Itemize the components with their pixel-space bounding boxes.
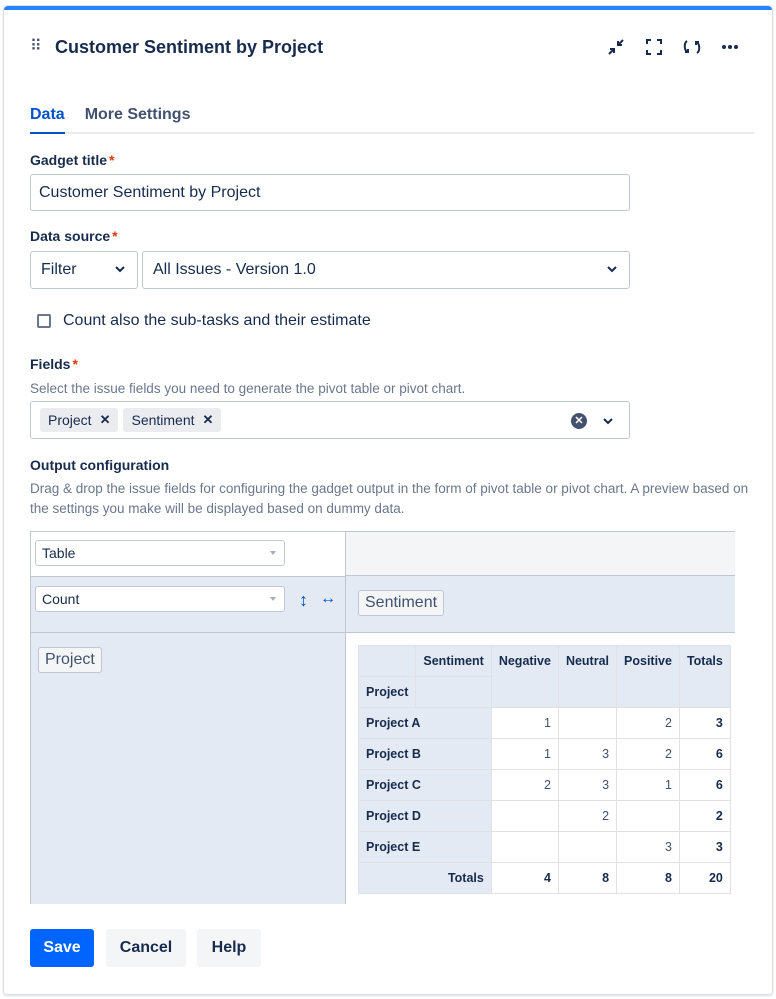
table-row (359, 832, 731, 863)
column-total-cell: 4 (491, 863, 558, 894)
col-header-label: Sentiment (416, 646, 491, 677)
data-source-type-value: Filter (41, 261, 77, 278)
table-row (359, 646, 731, 677)
dropdown-triangle-icon (270, 551, 276, 555)
save-button[interactable]: Save (30, 929, 94, 967)
row-field-pill[interactable]: Project (38, 647, 102, 673)
table-cell: 2 (617, 708, 680, 739)
dropdown-triangle-icon (270, 597, 276, 601)
row-label: Project D (359, 801, 492, 832)
header-actions (604, 35, 742, 59)
totals-label: Totals (359, 863, 492, 894)
row-drop-zone[interactable] (31, 633, 345, 904)
help-button[interactable]: Help (197, 929, 261, 967)
fullscreen-icon[interactable] (642, 35, 666, 59)
gadget-title-label-text: Gadget title (30, 152, 108, 168)
table-row (359, 739, 731, 770)
fields-multiselect[interactable] (30, 401, 630, 439)
row-total-cell: 2 (679, 801, 730, 832)
remove-tag-icon[interactable]: ✕ (99, 412, 111, 427)
data-source-type-select[interactable] (30, 251, 138, 289)
aggregation-value: Count (42, 591, 80, 607)
card-accent-bar (4, 6, 772, 10)
field-tag-project (40, 408, 118, 432)
output-config-label: Output configuration (30, 457, 170, 473)
table-row (359, 770, 731, 801)
column-drop-zone[interactable] (345, 576, 735, 633)
chevron-down-icon (115, 264, 125, 274)
row-label: Project C (359, 770, 492, 801)
table-cell: 3 (558, 739, 616, 770)
table-cell (617, 801, 680, 832)
row-header-label: Project (359, 677, 416, 708)
gadget-config-card (3, 5, 773, 995)
table-cell (491, 832, 558, 863)
pivot-table (358, 645, 731, 894)
subtasks-checkbox[interactable] (37, 314, 51, 328)
fields-help-text: Select the issue fields you need to generate the pivot table or pivot chart. (30, 381, 466, 396)
more-options-icon[interactable] (718, 35, 742, 59)
table-cell: 2 (491, 770, 558, 801)
gadget-title: Customer Sentiment by Project (55, 36, 324, 57)
table-cell (558, 832, 616, 863)
column-total-cell: 8 (558, 863, 616, 894)
minimize-icon[interactable] (604, 35, 628, 59)
view-type-value: Table (42, 545, 76, 561)
filter-drop-zone[interactable] (345, 532, 735, 576)
vertical-swap-icon[interactable]: ↕ (299, 590, 308, 610)
cancel-button[interactable]: Cancel (106, 929, 186, 967)
table-cell: 2 (617, 739, 680, 770)
totals-row (359, 863, 731, 894)
pivot-preview (345, 633, 735, 904)
column-field-pill[interactable]: Sentiment (358, 590, 444, 616)
row-total-cell: 6 (679, 770, 730, 801)
filter-value: All Issues - Version 1.0 (153, 261, 316, 278)
horizontal-swap-icon[interactable]: ↔ (320, 590, 336, 607)
row-total-cell: 6 (679, 739, 730, 770)
tab-more-settings[interactable]: More Settings (84, 106, 191, 123)
subtasks-checkbox-label: Count also the sub-tasks and their estimate (63, 312, 371, 329)
row-total-cell: 3 (679, 708, 730, 739)
table-row (359, 801, 731, 832)
aggregation-area (31, 576, 345, 633)
field-tag-sentiment (123, 408, 221, 432)
clear-all-icon[interactable]: ✕ (571, 413, 587, 429)
gadget-title-input[interactable]: Customer Sentiment by Project (30, 174, 630, 211)
column-header: Positive (617, 646, 680, 708)
pivot-builder (30, 531, 735, 904)
field-tag-label: Sentiment (131, 412, 195, 428)
table-cell: 3 (558, 770, 616, 801)
tab-data[interactable]: Data (30, 100, 65, 134)
tab-bar (30, 100, 754, 134)
required-marker: * (109, 152, 115, 168)
output-config-help: Drag & drop the issue fields for configuring the gadget output in the form of pivot table or pivot chart. A preview based on the settings you make will be displayed based on dummy data. (30, 481, 749, 516)
column-header: Negative (491, 646, 558, 708)
corner-cell (359, 646, 416, 677)
empty-header-cell (416, 677, 491, 708)
table-cell (491, 801, 558, 832)
refresh-icon[interactable] (680, 35, 704, 59)
required-marker: * (112, 228, 118, 244)
row-total-cell: 3 (679, 832, 730, 863)
table-cell: 1 (491, 708, 558, 739)
view-type-area (31, 532, 345, 576)
gadget-title-label (30, 152, 114, 168)
data-source-label-text: Data source (30, 228, 111, 244)
table-cell (558, 708, 616, 739)
row-label: Project B (359, 739, 492, 770)
table-row (359, 708, 731, 739)
table-cell: 2 (558, 801, 616, 832)
fields-label-text: Fields (30, 356, 71, 372)
drag-handle-icon[interactable]: ⠿ (30, 38, 42, 55)
column-header: Neutral (558, 646, 616, 708)
row-label: Project E (359, 832, 492, 863)
table-cell: 3 (617, 832, 680, 863)
chevron-down-icon (607, 264, 617, 274)
table-cell: 1 (491, 739, 558, 770)
data-source-label (30, 228, 118, 244)
gadget-header (30, 32, 752, 62)
required-marker: * (72, 356, 78, 372)
grand-total-cell: 20 (679, 863, 730, 894)
fields-label (30, 356, 78, 372)
column-header: Totals (679, 646, 730, 708)
filter-select[interactable] (142, 251, 630, 289)
chevron-down-icon[interactable] (603, 416, 613, 426)
subtasks-checkbox-row (37, 312, 371, 330)
column-total-cell: 8 (617, 863, 680, 894)
table-cell: 1 (617, 770, 680, 801)
field-tag-label: Project (48, 412, 92, 428)
view-type-select[interactable] (35, 540, 285, 566)
row-label: Project A (359, 708, 492, 739)
remove-tag-icon[interactable]: ✕ (202, 412, 214, 427)
aggregation-select[interactable] (35, 586, 285, 612)
